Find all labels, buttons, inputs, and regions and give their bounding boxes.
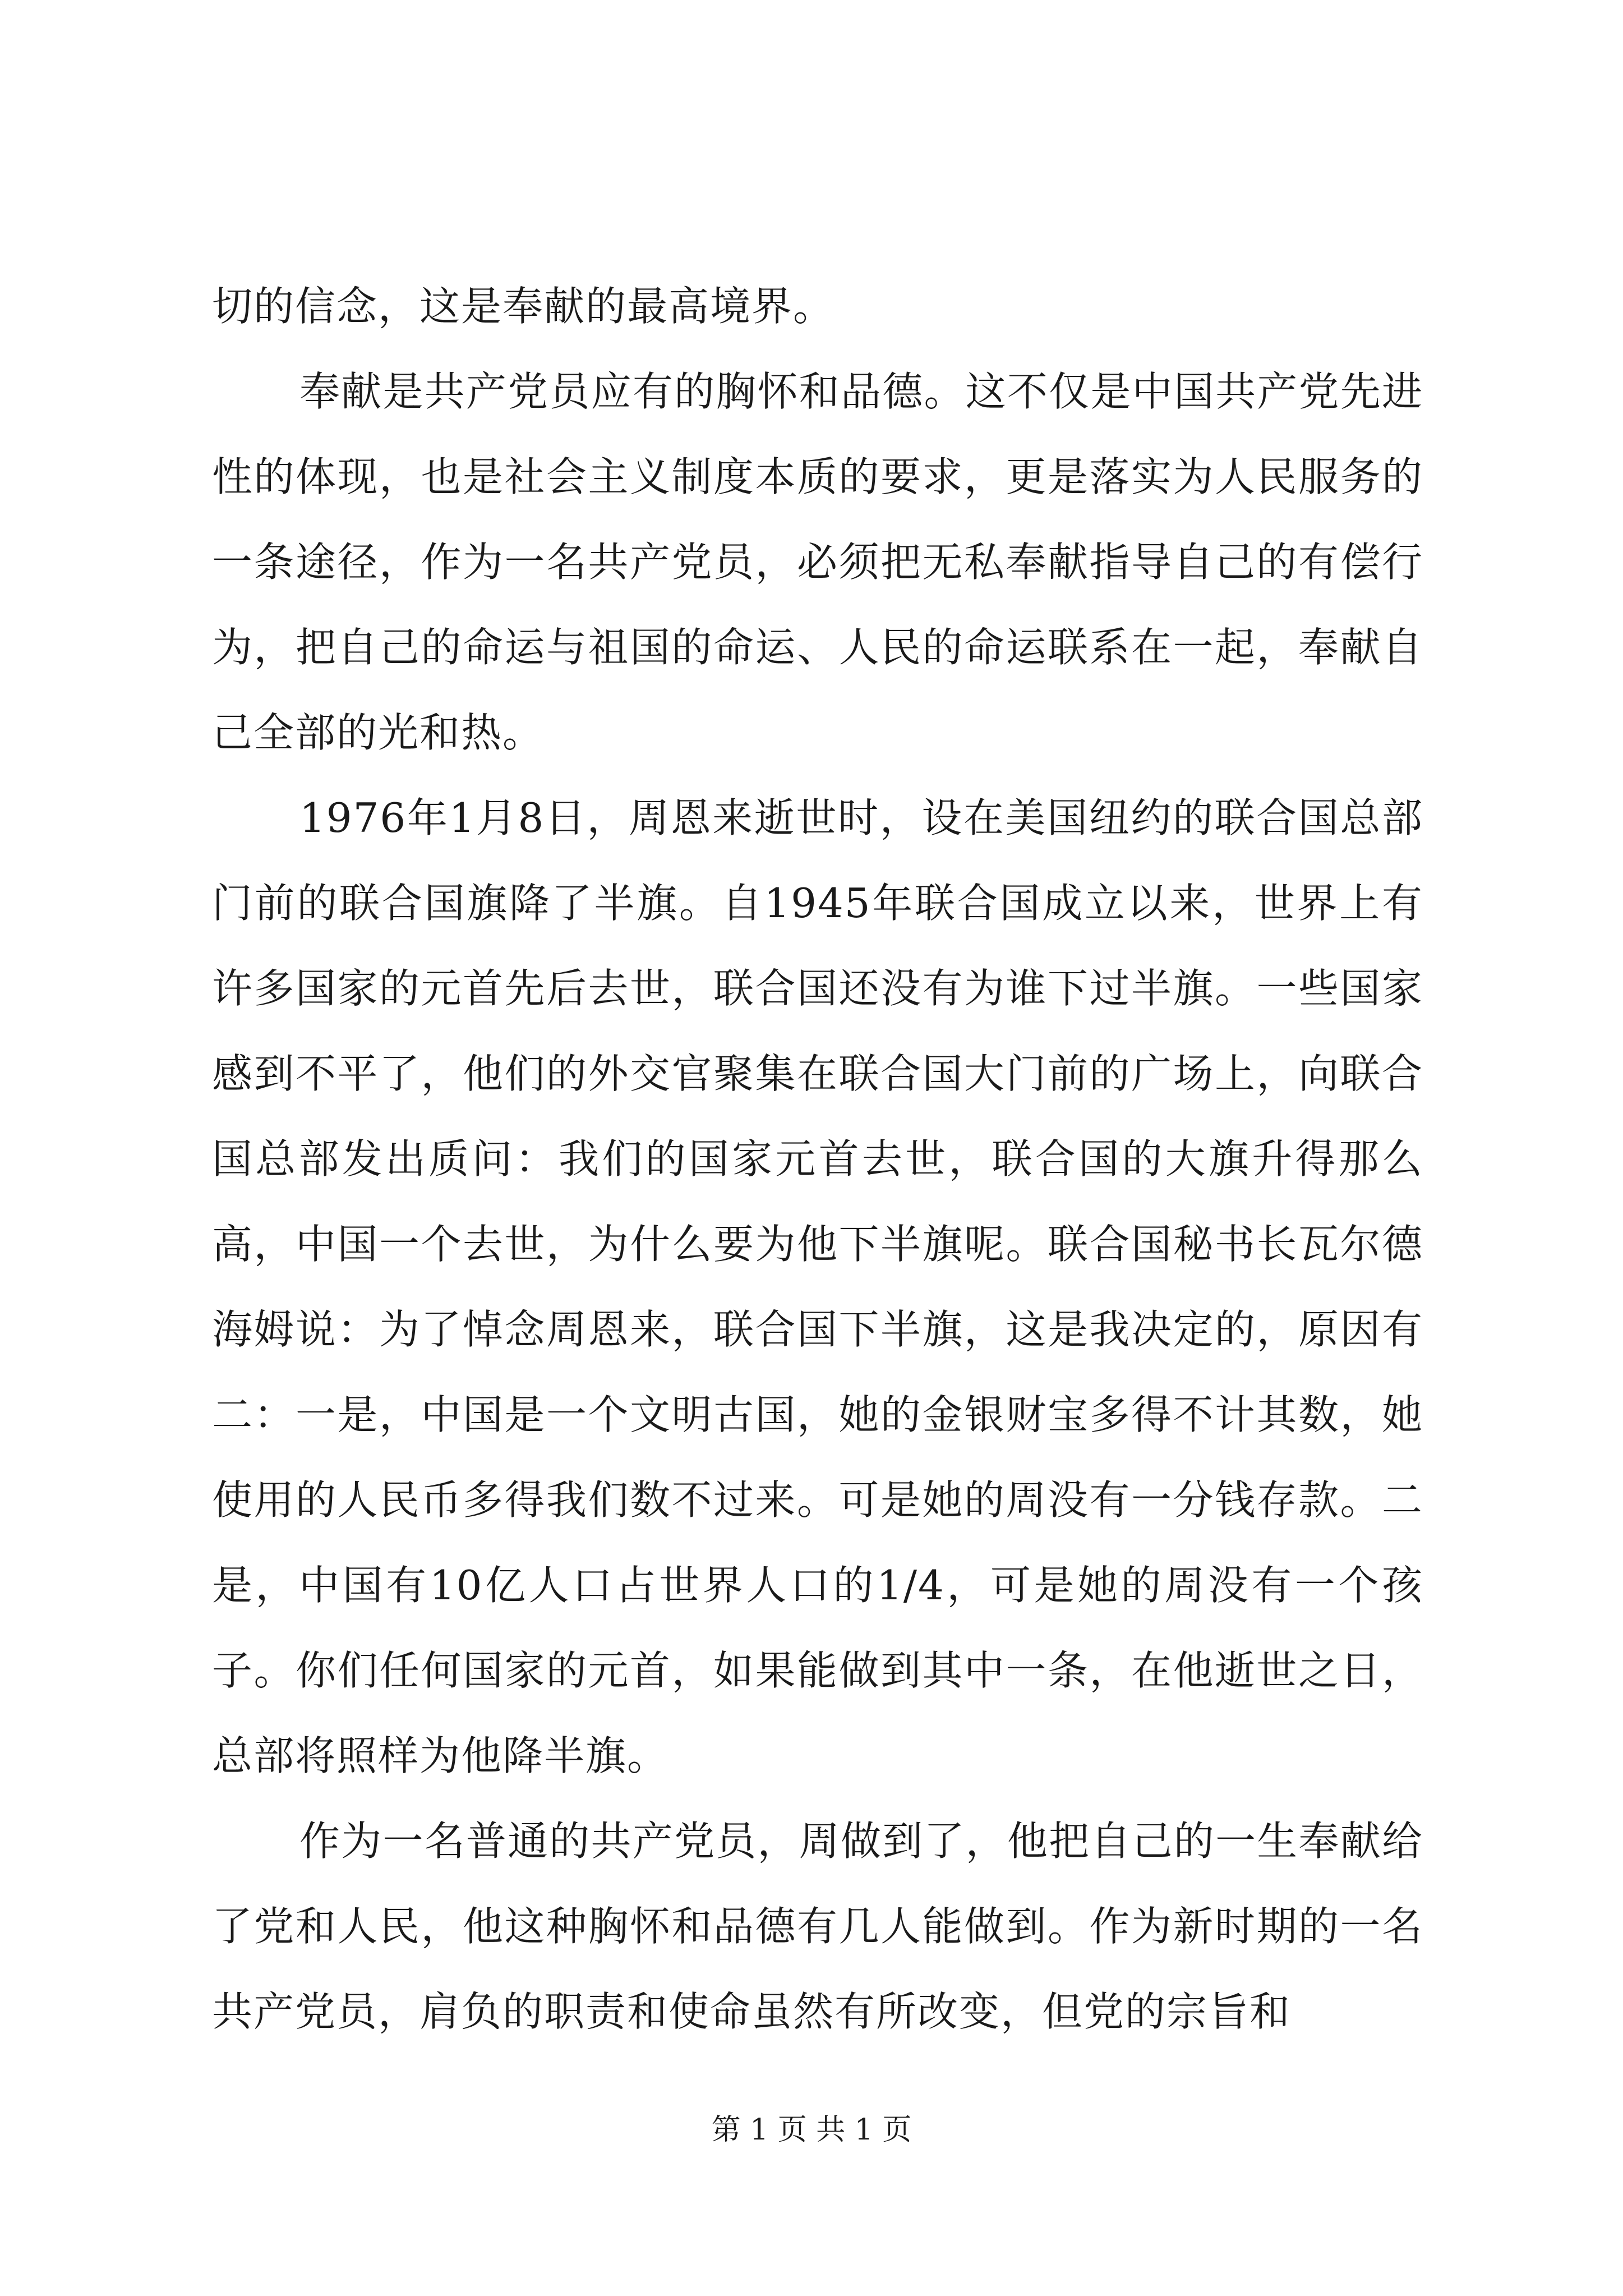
paragraph-2: 奉献是共产党员应有的胸怀和品德。这不仅是中国共产党先进性的体现，也是社会主义制度本质的要求，更是落实为人民服务的一条途径，作为一名共产党员，必须把无私奉献指导自己的有偿行为，把自己的命运与祖国的命运、人民的命运联系在一起，奉献自己全部的光和热。 xyxy=(212,368,1423,756)
paragraph-1: 切的信念，这是奉献的最高境界。 xyxy=(212,283,835,330)
document-body xyxy=(212,264,1423,2054)
page-footer: 第 1 页 共 1 页 xyxy=(711,2113,912,2147)
paragraph-3: 1976年1月8日，周恩来逝世时，设在美国纽约的联合国总部门前的联合国旗降了半旗。自1945年联合国成立以来，世界上有许多国家的元首先后去世，联合国还没有为谁下过半旗。一些国家感到不平了，他们的外交官聚集在联合国大门前的广场上，向联合国总部发出质问：我们的国家元首去世，联合国的大旗升得那么高，中国一个去世，为什么要为他下半旗呢。联合国秘书长瓦尔德海姆说：为了悼念周恩来，联合国下半旗，这是我决定的，原因有二：一是，中国是一个文明古国，她的金银财宝多得不计其数，她使用的人民币多得我们数不过来。可是她的周没有一分钱存款。二是，中国有10亿人口占世界人口的1/4，可是她的周没有一个孩子。你们任何国家的元首，如果能做到其中一条，在他逝世之日，总部将照样为他降半旗。 xyxy=(212,794,1423,1779)
paragraph-4: 作为一名普通的共产党员，周做到了，他把自己的一生奉献给了党和人民，他这种胸怀和品德有几人能做到。作为新时期的一名共产党员，肩负的职责和使命虽然有所改变，但党的宗旨和 xyxy=(212,1818,1423,2035)
